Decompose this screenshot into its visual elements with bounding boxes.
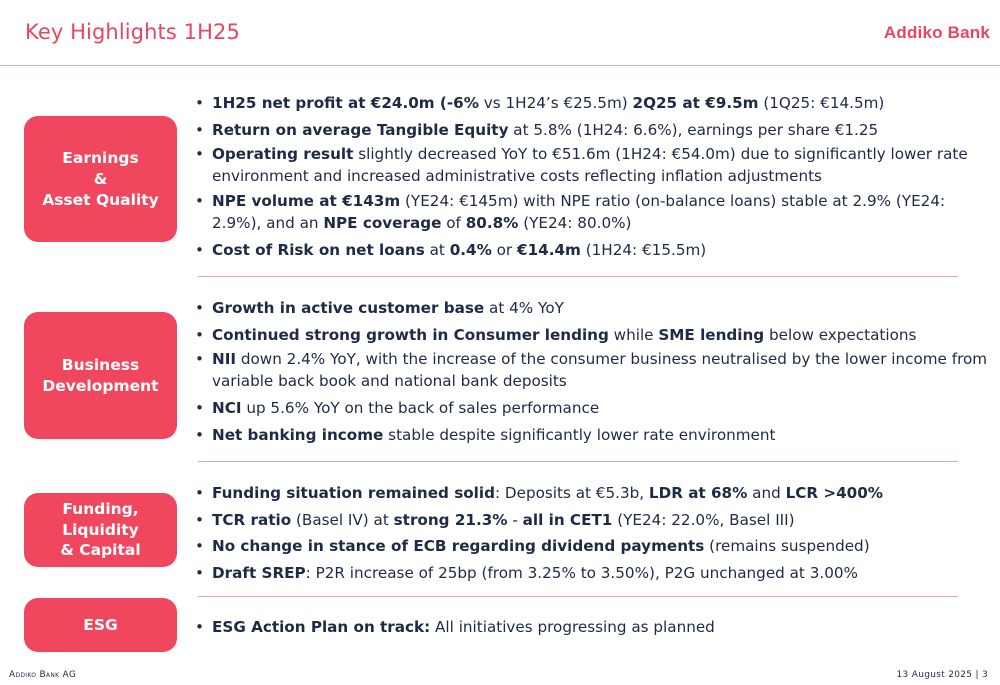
header-divider (0, 65, 1000, 66)
earnings-bullets (193, 91, 993, 265)
addiko-bank-logo: Addiko Bank (883, 23, 990, 42)
bullet-text: slightly decreased YoY to €51.6m (1H24: €54.0m) due to significantly lower rate environment and increased administrative costs reflecting inflation adjustments (212, 145, 968, 185)
bullet-text-bold: ESG Action Plan on track: (212, 618, 431, 636)
footer-date-page: 13 August 2025 | 3 (896, 670, 988, 680)
bullet-item (193, 615, 993, 639)
bullet-text: (Basel IV) at (291, 510, 394, 529)
bullet-item (193, 91, 993, 115)
section-label-line: Business (61, 355, 140, 374)
bullet-text-bold: SME lending (658, 325, 765, 344)
bullet-text: (YE24: 80.0%) (518, 213, 632, 232)
bullet-text: up 5.6% YoY on the back of sales performance (241, 399, 600, 417)
footer-company: Addiko Bank AG (9, 670, 77, 680)
section-divider (198, 596, 958, 597)
bullet-item (193, 296, 993, 320)
bullet-text-bold: NII (212, 350, 237, 368)
bullet-text-bold: No change in stance of ECB regarding dividend payments (212, 537, 705, 555)
section-label-esg (24, 598, 177, 652)
bullet-text: stable despite significantly lower rate environment (383, 425, 776, 444)
bullet-text-bold: NCI (212, 399, 242, 417)
section-divider (198, 461, 958, 462)
section-label-earnings (24, 116, 177, 242)
bullet-text-bold: LCR >400% (785, 484, 884, 502)
bullet-text: (1H24: €15.5m) (580, 241, 707, 259)
section-label-business-development (24, 312, 177, 439)
section-label-line: Earnings (62, 148, 139, 167)
bullet-text-bold: 80.8% (465, 213, 519, 232)
bullet-text: of (441, 213, 466, 232)
bullet-text: while (608, 325, 659, 344)
business-bullets (193, 296, 993, 449)
bullet-text-bold: Funding situation remained solid (212, 484, 495, 502)
section-label-line: Funding, (62, 500, 139, 519)
bullet-text-bold: Net banking income (212, 425, 384, 444)
bullet-text: : Deposits at €5.3b, (494, 484, 649, 502)
section-label-line: & Capital (60, 541, 141, 560)
bullet-item (193, 323, 993, 347)
bullet-item (193, 508, 993, 532)
section-label-line: Development (42, 376, 159, 395)
bullet-text: (remains suspended) (704, 537, 870, 555)
bullet-text-bold: Cost of Risk on net loans (212, 241, 425, 259)
bullet-text-bold: strong 21.3% (393, 510, 508, 529)
bullet-text: (YE24: 22.0%, Basel III) (612, 510, 795, 529)
bullet-item (193, 191, 993, 234)
bullet-text-bold: €14.4m (517, 241, 581, 259)
bullet-item (193, 561, 993, 585)
section-label-line: ESG (83, 615, 118, 634)
bullet-text-bold: Continued strong growth in Consumer lending (212, 325, 609, 344)
bullet-text: (YE24: €145m) with NPE ratio (on-balance loans) stable at 2.9% (YE24: 2.9%), and an (212, 192, 946, 232)
bullet-item (193, 144, 993, 187)
section-label-funding-liquidity-capital (24, 493, 177, 567)
bullet-item (193, 534, 993, 558)
bullet-text: - (507, 510, 523, 529)
bullet-text-bold: NPE coverage (323, 213, 442, 232)
bullet-item (193, 396, 993, 420)
bullet-text-bold: all in CET1 (522, 510, 613, 529)
bullet-item (193, 481, 993, 505)
bullet-item (193, 423, 993, 447)
bullet-text-bold: 2Q25 at €9.5m (632, 94, 759, 112)
bullet-text: and (747, 484, 786, 502)
bullet-item (193, 349, 993, 392)
section-divider (198, 276, 958, 277)
bullet-text: or (491, 241, 518, 259)
bullet-text-bold: Operating result (212, 145, 354, 163)
page-title: Key Highlights 1H25 (25, 20, 240, 44)
bullet-text-bold: Growth in active customer base (212, 299, 485, 317)
bullet-text-bold: 1H25 net profit at €24.0m (-6% (212, 94, 479, 112)
bullet-text-bold: LDR at 68% (648, 484, 748, 502)
bullet-text-bold: 0.4% (449, 241, 492, 259)
bullet-text-bold: Return on average Tangible Equity (212, 120, 509, 139)
bullet-text: vs 1H24’s €25.5m) (478, 94, 633, 112)
bullet-text: : P2R increase of 25bp (from 3.25% to 3.50%), P2G unchanged at 3.00% (305, 563, 858, 582)
esg-bullets (193, 615, 993, 642)
funding-bullets (193, 481, 993, 587)
bullet-text: (1Q25: €14.5m) (758, 94, 885, 112)
bullet-text: at 4% YoY (484, 299, 564, 317)
bullet-text: down 2.4% YoY, with the increase of the consumer business neutralised by the lower income from variable back book and national bank deposits (212, 350, 988, 390)
bullet-text-bold: NPE volume at €143m (212, 192, 401, 210)
bullet-text: at 5.8% (1H24: 6.6%), earnings per share €1.25 (508, 120, 879, 139)
bullet-text: All initiatives progressing as planned (430, 618, 715, 636)
bullet-text: below expectations (764, 325, 917, 344)
bullet-item (193, 118, 993, 142)
section-label-line: Asset Quality (42, 190, 159, 209)
section-label-line: Liquidity (62, 520, 139, 539)
section-label-line: & (93, 169, 108, 188)
bullet-text-bold: Draft SREP (212, 563, 306, 582)
bullet-text: at (424, 241, 450, 259)
bullet-item (193, 238, 993, 262)
bullet-text-bold: TCR ratio (212, 510, 292, 529)
